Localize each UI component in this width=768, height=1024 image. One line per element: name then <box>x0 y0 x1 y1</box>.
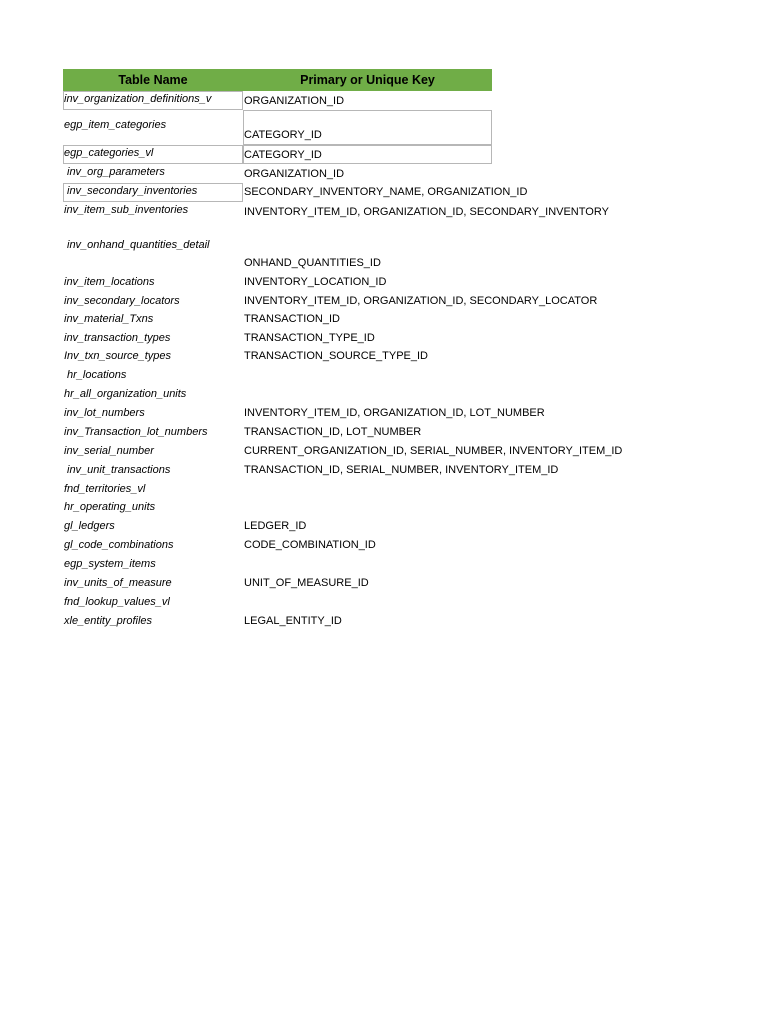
key-cell[interactable]: UNIT_OF_MEASURE_ID <box>244 577 369 589</box>
table-name-cell[interactable]: inv_lot_numbers <box>64 407 145 419</box>
table-name-cell[interactable]: gl_ledgers <box>64 520 115 532</box>
table-name-cell[interactable]: inv_org_parameters <box>67 166 165 178</box>
key-cell[interactable]: TRANSACTION_SOURCE_TYPE_ID <box>244 350 428 362</box>
key-cell[interactable]: TRANSACTION_ID <box>244 313 340 325</box>
table-name-cell[interactable]: fnd_territories_vl <box>64 483 146 495</box>
table-name-cell[interactable]: Inv_txn_source_types <box>64 350 172 362</box>
table-name-cell[interactable]: gl_code_combinations <box>64 539 174 551</box>
table-name-cell[interactable]: inv_material_Txns <box>64 313 154 325</box>
table-name-cell[interactable]: inv_unit_transactions <box>67 464 171 476</box>
key-cell[interactable]: INVENTORY_ITEM_ID, ORGANIZATION_ID, SECONDARY_INVENTORY <box>244 206 609 218</box>
table-name-cell[interactable]: xle_entity_profiles <box>64 615 153 627</box>
table-name-cell[interactable]: inv_Transaction_lot_numbers <box>64 426 208 438</box>
table-name-cell[interactable]: inv_units_of_measure <box>64 577 172 589</box>
table-name-cell[interactable]: fnd_lookup_values_vl <box>64 596 170 608</box>
key-cell[interactable]: SECONDARY_INVENTORY_NAME, ORGANIZATION_ID <box>244 186 528 198</box>
table-name-cell[interactable]: inv_item_sub_inventories <box>64 204 189 216</box>
table-name-cell[interactable]: inv_serial_number <box>64 445 154 457</box>
key-cell[interactable]: INVENTORY_ITEM_ID, ORGANIZATION_ID, SECONDARY_LOCATOR <box>244 295 598 307</box>
key-cell[interactable]: INVENTORY_LOCATION_ID <box>244 276 387 288</box>
key-cell[interactable]: ORGANIZATION_ID <box>244 95 345 107</box>
key-cell[interactable]: ONHAND_QUANTITIES_ID <box>244 257 381 269</box>
table-name-cell[interactable]: inv_organization_definitions_v <box>64 93 212 105</box>
table-name-cell[interactable]: inv_secondary_locators <box>64 295 180 307</box>
table-name-cell[interactable]: inv_onhand_quantities_detail <box>67 239 210 251</box>
table-name-cell[interactable]: inv_transaction_types <box>64 332 171 344</box>
table-name-cell[interactable]: inv_secondary_inventories <box>67 185 198 197</box>
table-name-cell[interactable]: hr_operating_units <box>64 501 156 513</box>
table-name-cell[interactable]: egp_item_categories <box>64 119 167 131</box>
table-name-cell[interactable]: inv_item_locations <box>64 276 155 288</box>
key-cell[interactable]: CURRENT_ORGANIZATION_ID, SERIAL_NUMBER, INVENTORY_ITEM_ID <box>244 445 623 457</box>
key-cell[interactable]: CATEGORY_ID <box>244 129 322 141</box>
key-cell[interactable]: TRANSACTION_ID, SERIAL_NUMBER, INVENTORY_ITEM_ID <box>244 464 559 476</box>
key-cell[interactable]: LEGAL_ENTITY_ID <box>244 615 342 627</box>
table-name-cell[interactable]: egp_system_items <box>64 558 156 570</box>
header-table-name[interactable]: Table Name <box>118 73 188 87</box>
key-cell[interactable]: TRANSACTION_TYPE_ID <box>244 332 375 344</box>
key-cell[interactable]: INVENTORY_ITEM_ID, ORGANIZATION_ID, LOT_NUMBER <box>244 407 545 419</box>
header-row <box>63 69 492 91</box>
header-primary-key[interactable]: Primary or Unique Key <box>300 73 435 87</box>
table-name-cell[interactable]: egp_categories_vl <box>64 147 154 159</box>
key-cell[interactable]: CATEGORY_ID <box>244 149 322 161</box>
key-cell[interactable]: LEDGER_ID <box>244 520 307 532</box>
key-cell[interactable]: CODE_COMBINATION_ID <box>244 539 376 551</box>
key-cell[interactable]: TRANSACTION_ID, LOT_NUMBER <box>244 426 422 438</box>
key-cell[interactable]: ORGANIZATION_ID <box>244 168 345 180</box>
table-name-cell[interactable]: hr_all_organization_units <box>64 388 187 400</box>
table-name-cell[interactable]: hr_locations <box>67 369 127 381</box>
